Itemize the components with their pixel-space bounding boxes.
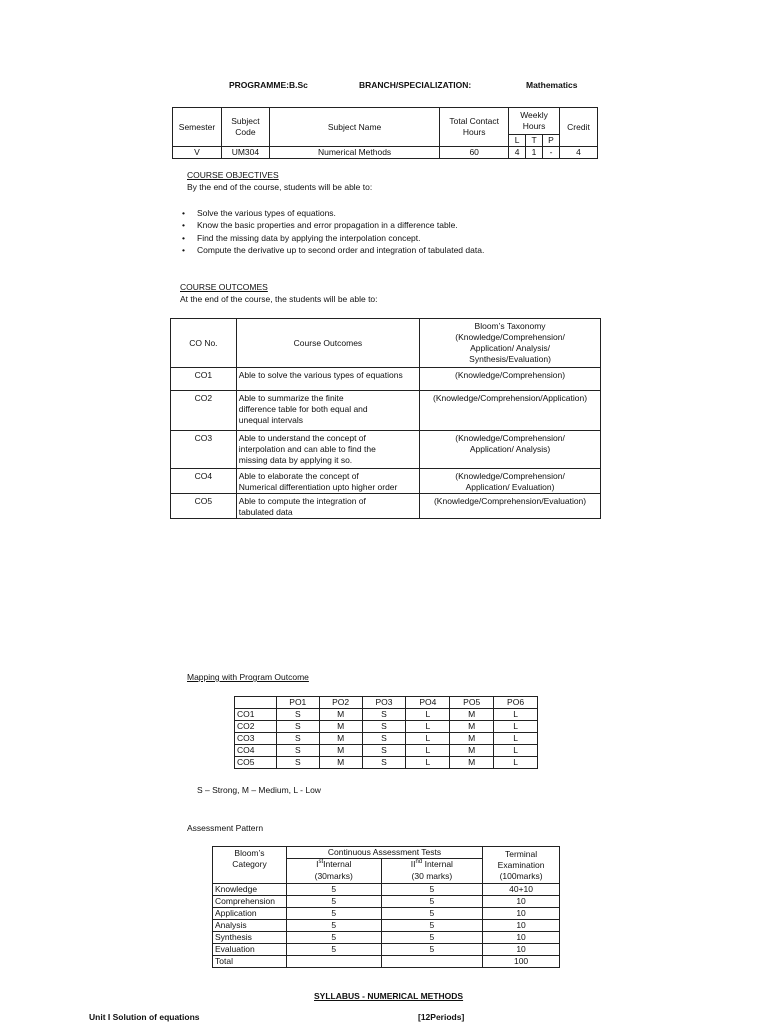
assessment-cell: 5 bbox=[381, 944, 483, 956]
co-bloom bbox=[420, 431, 601, 469]
co-bloom bbox=[420, 391, 601, 431]
assessment-cell: 5 bbox=[381, 932, 483, 944]
co-text-line: Able to solve the various types of equations bbox=[238, 370, 403, 380]
mapping-cell: M bbox=[450, 733, 494, 745]
assessment-cell: 5 bbox=[286, 932, 381, 944]
branch-value: Mathematics bbox=[526, 80, 578, 90]
header-course-outcomes: Course Outcomes bbox=[236, 319, 419, 368]
assessment-cell: 5 bbox=[381, 884, 483, 896]
header-co-no: CO No. bbox=[171, 319, 237, 368]
header-first-internal bbox=[286, 859, 381, 871]
co-text-line: Able to elaborate the concept of bbox=[238, 471, 359, 481]
outcomes-intro: At the end of the course, the students will be able to: bbox=[180, 294, 378, 304]
table-row bbox=[213, 944, 560, 956]
co-bloom bbox=[420, 494, 601, 519]
mapping-cell: S bbox=[362, 709, 406, 721]
table-row bbox=[235, 709, 538, 721]
total-hours-value: 60 bbox=[440, 147, 509, 159]
mapping-cell: S bbox=[362, 733, 406, 745]
co-number: CO3 bbox=[171, 431, 237, 469]
first-internal-label: Internal bbox=[323, 859, 352, 870]
mapping-cell: M bbox=[319, 709, 362, 721]
assessment-heading: Assessment Pattern bbox=[187, 823, 264, 833]
assessment-cell: Comprehension bbox=[213, 896, 287, 908]
header-total-hours: Total Contact Hours bbox=[440, 108, 509, 147]
objective-item: • Solve the various types of equations. bbox=[180, 207, 484, 219]
table-row bbox=[235, 721, 538, 733]
assessment-cell: 40+10 bbox=[483, 884, 560, 896]
header-continuous-tests: Continuous Assessment Tests bbox=[286, 847, 482, 859]
assessment-cell: 5 bbox=[286, 920, 381, 932]
mapping-cell: L bbox=[406, 709, 450, 721]
assessment-cell: 10 bbox=[483, 908, 560, 920]
co-bloom bbox=[420, 469, 601, 494]
mapping-cell: M bbox=[450, 721, 494, 733]
table-row bbox=[235, 757, 538, 769]
objectives-heading: COURSE OBJECTIVES bbox=[187, 170, 279, 180]
mapping-heading: Mapping with Program Outcome bbox=[187, 672, 309, 682]
terminal-line: Terminal bbox=[505, 848, 538, 859]
objective-item: • Compute the derivative up to second order and integration of tabulated data. bbox=[180, 244, 484, 256]
programme-label: PROGRAMME:B.Sc bbox=[229, 80, 308, 90]
mapping-cell: M bbox=[319, 721, 362, 733]
first-internal-sup: st bbox=[318, 859, 324, 866]
mapping-cell: S bbox=[276, 733, 319, 745]
co-bloom-line: (Knowledge/Comprehension/Evaluation) bbox=[433, 496, 587, 506]
co-bloom-line: (Knowledge/Comprehension/ bbox=[455, 433, 565, 443]
table-row bbox=[213, 884, 560, 896]
mapping-cell: L bbox=[494, 757, 538, 769]
co-number: CO4 bbox=[171, 469, 237, 494]
header-semester: Semester bbox=[173, 108, 222, 147]
objectives-list bbox=[180, 207, 484, 257]
objectives-intro: By the end of the course, students will be able to: bbox=[187, 182, 373, 192]
mapping-cell: M bbox=[319, 745, 362, 757]
mapping-cell: M bbox=[450, 709, 494, 721]
co-text-line: Able to understand the concept of bbox=[238, 433, 366, 443]
t-value: 1 bbox=[526, 147, 543, 159]
mapping-header bbox=[235, 697, 277, 709]
mapping-cell: CO3 bbox=[235, 733, 277, 745]
mapping-cell: S bbox=[362, 745, 406, 757]
assessment-cell: 10 bbox=[483, 896, 560, 908]
table-row bbox=[213, 932, 560, 944]
outcomes-table bbox=[170, 318, 601, 519]
second-internal-label: Internal bbox=[422, 859, 453, 870]
co-number: CO5 bbox=[171, 494, 237, 519]
table-row bbox=[235, 733, 538, 745]
assessment-cell: 10 bbox=[483, 932, 560, 944]
mapping-cell: S bbox=[276, 709, 319, 721]
mapping-header: PO6 bbox=[494, 697, 538, 709]
co-number: CO1 bbox=[171, 368, 237, 391]
blooms-line: Application/ Analysis/ bbox=[470, 343, 550, 353]
mapping-cell: L bbox=[406, 745, 450, 757]
unit-periods: [12Periods] bbox=[418, 1012, 465, 1022]
co-text-line: Able to compute the integration of bbox=[238, 496, 366, 506]
branch-label: BRANCH/SPECIALIZATION: bbox=[359, 80, 472, 90]
header-weekly-hours: Weekly Hours bbox=[509, 108, 560, 135]
assessment-cell: 10 bbox=[483, 944, 560, 956]
mapping-cell: CO2 bbox=[235, 721, 277, 733]
header-credit: Credit bbox=[560, 108, 598, 147]
table-row bbox=[235, 745, 538, 757]
header-t: T bbox=[526, 135, 543, 147]
mapping-cell: CO5 bbox=[235, 757, 277, 769]
assessment-cell: 5 bbox=[381, 896, 483, 908]
header-terminal bbox=[483, 847, 560, 884]
assessment-cell: Knowledge bbox=[213, 884, 287, 896]
mapping-cell: S bbox=[362, 757, 406, 769]
header-l: L bbox=[509, 135, 526, 147]
mapping-cell: L bbox=[494, 745, 538, 757]
second-internal-sup: nd bbox=[415, 859, 423, 866]
co-bloom-line: (Knowledge/Comprehension/ bbox=[455, 471, 565, 481]
assessment-cell: 5 bbox=[381, 908, 483, 920]
mapping-cell: M bbox=[319, 757, 362, 769]
header-blooms-category bbox=[213, 847, 287, 884]
credit-value: 4 bbox=[560, 147, 598, 159]
co-bloom-line: (Knowledge/Comprehension) bbox=[455, 370, 566, 380]
assessment-cell: 100 bbox=[483, 956, 560, 968]
mapping-cell: M bbox=[450, 757, 494, 769]
mapping-header: PO4 bbox=[406, 697, 450, 709]
mapping-cell: S bbox=[276, 757, 319, 769]
mapping-table bbox=[234, 696, 538, 769]
co-text bbox=[236, 391, 419, 431]
assessment-cell: Evaluation bbox=[213, 944, 287, 956]
second-internal-num: II bbox=[410, 859, 416, 870]
header-blooms bbox=[420, 319, 601, 368]
objective-item: • Find the missing data by applying the interpolation concept. bbox=[180, 232, 484, 244]
mapping-cell: S bbox=[276, 721, 319, 733]
assessment-cell: Application bbox=[213, 908, 287, 920]
header-p: P bbox=[543, 135, 560, 147]
mapping-legend: S – Strong, M – Medium, L - Low bbox=[197, 785, 321, 795]
assessment-cell: 5 bbox=[286, 944, 381, 956]
mapping-cell: S bbox=[276, 745, 319, 757]
mapping-cell: M bbox=[319, 733, 362, 745]
mapping-cell: CO4 bbox=[235, 745, 277, 757]
header-subject-code: Subject Code bbox=[221, 108, 269, 147]
terminal-line: (100marks) bbox=[499, 870, 543, 881]
syllabus-heading: SYLLABUS - NUMERICAL METHODS bbox=[314, 991, 464, 1001]
assessment-cell: Total bbox=[213, 956, 287, 968]
mapping-cell: L bbox=[406, 757, 450, 769]
table-row bbox=[213, 920, 560, 932]
blooms-line: Category bbox=[232, 859, 267, 869]
table-row bbox=[213, 896, 560, 908]
co-text-line: difference table for both equal and bbox=[238, 404, 368, 414]
mapping-cell: L bbox=[406, 733, 450, 745]
co-text-line: Able to summarize the finite bbox=[238, 393, 344, 403]
terminal-line: Examination bbox=[497, 859, 545, 870]
co-bloom bbox=[420, 368, 601, 391]
co-bloom-line: Application/ Evaluation) bbox=[465, 482, 555, 492]
assessment-cell: 5 bbox=[286, 908, 381, 920]
assessment-cell bbox=[286, 956, 381, 968]
blooms-line: (Knowledge/Comprehension/ bbox=[455, 332, 565, 342]
subject-name-value: Numerical Methods bbox=[269, 147, 439, 159]
co-bloom-line: (Knowledge/Comprehension/Application) bbox=[433, 393, 588, 403]
mapping-header: PO3 bbox=[362, 697, 406, 709]
assessment-cell bbox=[381, 956, 483, 968]
co-text bbox=[236, 368, 419, 391]
objective-item: • Know the basic properties and error propagation in a difference table. bbox=[180, 219, 484, 231]
table-row bbox=[213, 908, 560, 920]
co-text-line: missing data by applying it so. bbox=[238, 455, 353, 465]
co-text-line: interpolation and can able to find the bbox=[238, 444, 376, 454]
p-value: - bbox=[543, 147, 560, 159]
co-text-line: Numerical differentiation upto higher order bbox=[238, 482, 398, 492]
header-second-marks: (30 marks) bbox=[381, 871, 483, 884]
l-value: 4 bbox=[509, 147, 526, 159]
table-row bbox=[213, 956, 560, 968]
assessment-cell: 10 bbox=[483, 920, 560, 932]
mapping-header: PO5 bbox=[450, 697, 494, 709]
mapping-header: PO1 bbox=[276, 697, 319, 709]
assessment-cell: Synthesis bbox=[213, 932, 287, 944]
mapping-cell: CO1 bbox=[235, 709, 277, 721]
mapping-cell: S bbox=[362, 721, 406, 733]
mapping-header: PO2 bbox=[319, 697, 362, 709]
mapping-cell: L bbox=[494, 721, 538, 733]
unit-title: Unit I Solution of equations bbox=[89, 1012, 200, 1022]
assessment-cell: Analysis bbox=[213, 920, 287, 932]
co-number: CO2 bbox=[171, 391, 237, 431]
mapping-cell: L bbox=[494, 733, 538, 745]
mapping-cell: M bbox=[450, 745, 494, 757]
header-subject-name: Subject Name bbox=[269, 108, 439, 147]
header-second-internal bbox=[381, 859, 483, 871]
assessment-cell: 5 bbox=[286, 884, 381, 896]
blooms-line: Synthesis/Evaluation) bbox=[469, 354, 551, 364]
co-text bbox=[236, 469, 419, 494]
assessment-cell: 5 bbox=[381, 920, 483, 932]
subject-table bbox=[172, 107, 598, 159]
semester-value: V bbox=[173, 147, 222, 159]
first-internal-num: I bbox=[316, 859, 319, 870]
mapping-cell: L bbox=[494, 709, 538, 721]
assessment-cell: 5 bbox=[286, 896, 381, 908]
co-text bbox=[236, 431, 419, 469]
assessment-table bbox=[212, 846, 560, 968]
blooms-line: Bloom’s bbox=[234, 848, 265, 858]
mapping-cell: L bbox=[406, 721, 450, 733]
subject-code-value: UM304 bbox=[221, 147, 269, 159]
co-text-line: tabulated data bbox=[238, 507, 293, 517]
blooms-line: Bloom’s Taxonomy bbox=[474, 321, 546, 331]
co-bloom-line: Application/ Analysis) bbox=[469, 444, 551, 454]
co-text-line: unequal intervals bbox=[238, 415, 304, 425]
outcomes-heading: COURSE OUTCOMES bbox=[180, 282, 268, 292]
header-first-marks: (30marks) bbox=[286, 871, 381, 884]
co-text bbox=[236, 494, 419, 519]
